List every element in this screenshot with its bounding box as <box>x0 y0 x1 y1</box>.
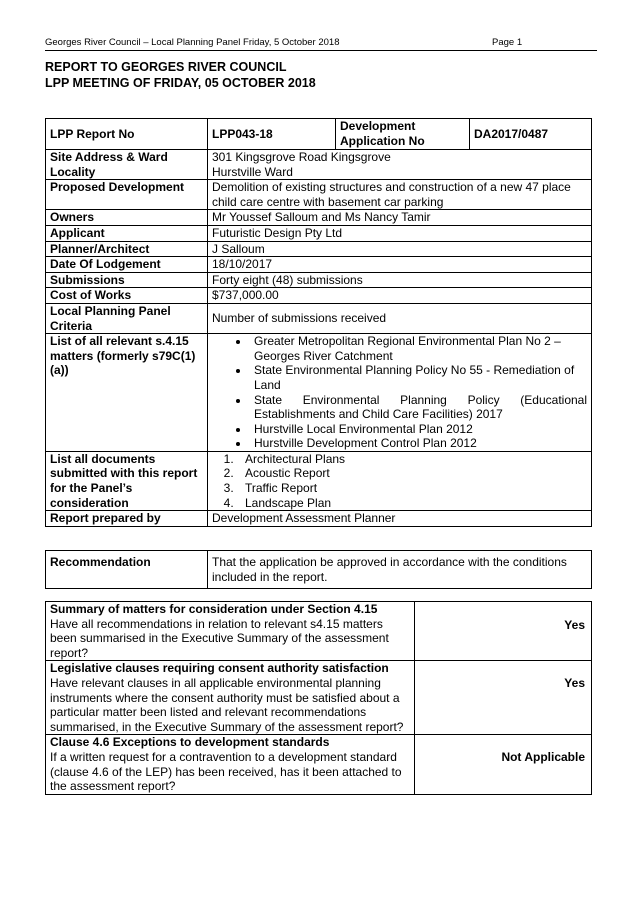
summary-table <box>45 601 592 795</box>
list-item: 3. Traffic Report <box>237 481 587 496</box>
planner-row <box>46 241 592 257</box>
list-item: • Greater Metropolitan Regional Environmental Plan No 2 – Georges River Catchment <box>250 334 587 363</box>
recommendation-text: That the application be approved in accordance with the conditions included in the report. <box>208 551 592 589</box>
prepared-label: Report prepared by <box>46 511 208 527</box>
summary-heading: Summary of matters for consideration under Section 4.15 <box>50 602 378 616</box>
proposed-row <box>46 180 592 210</box>
applicant-label: Applicant <box>46 225 208 241</box>
documents-label: List all documents submitted with this report for the Panel’s consideration <box>46 451 208 510</box>
planner-label: Planner/Architect <box>46 241 208 257</box>
list-item: 4. Landscape Plan <box>237 496 587 511</box>
summary-answer: Yes <box>415 661 592 735</box>
title-line-2: LPP MEETING OF FRIDAY, 05 OCTOBER 2018 <box>45 75 316 90</box>
recommendation-row <box>46 551 592 589</box>
cost-label: Cost of Works <box>46 288 208 304</box>
summary-question: If a written request for a contravention to a development standard (clause 4.6 of the LEP) has been received, has it been attached to the assessment report? <box>50 749 402 794</box>
owners-label: Owners <box>46 210 208 226</box>
summary-heading: Clause 4.6 Exceptions to development standards <box>50 735 330 750</box>
matters-list <box>212 334 587 451</box>
lodgement-label: Date Of Lodgement <box>46 257 208 273</box>
owners-row <box>46 210 592 226</box>
list-item: 2. Acoustic Report <box>237 466 587 481</box>
summary-answer: Not Applicable <box>415 735 592 794</box>
documents-value <box>208 451 592 510</box>
summary-row-4-15 <box>46 602 592 661</box>
summary-question: Have all recommendations in relation to relevant s4.15 matters been summarised in the Executive Summary of the assessment report? <box>50 616 389 660</box>
cost-value: $737,000.00 <box>208 288 592 304</box>
list-item: • Hurstville Development Control Plan 2012 <box>250 436 587 451</box>
summary-question-cell <box>46 661 415 735</box>
criteria-row <box>46 303 592 333</box>
matters-value <box>208 334 592 452</box>
list-item: • Hurstville Local Environmental Plan 2012 <box>250 422 587 437</box>
summary-question-cell <box>46 735 415 794</box>
proposed-value: Demolition of existing structures and construction of a new 47 place child care centre with basement car parking <box>208 180 592 210</box>
summary-question-cell <box>46 602 415 661</box>
report-title <box>45 60 316 91</box>
list-item: 1. Architectural Plans <box>237 452 587 467</box>
report-no-row <box>46 119 592 150</box>
recommendation-label: Recommendation <box>46 551 208 589</box>
cost-row <box>46 288 592 304</box>
page-number: Page 1 <box>492 37 523 48</box>
summary-question: Have relevant clauses in all applicable environmental planning instruments where the consent authority must be satisfied about a particular matter been listed and relevant recommendations summarised, in the Executive Summary of the assessment report? <box>50 675 404 734</box>
site-label: Site Address & Ward Locality <box>46 150 208 180</box>
matters-label: List of all relevant s.4.15 matters (formerly s79C(1)(a)) <box>46 334 208 452</box>
criteria-value: Number of submissions received <box>208 303 592 333</box>
planner-value: J Salloum <box>208 241 592 257</box>
prepared-row <box>46 511 592 527</box>
da-value: DA2017/0487 <box>470 119 592 150</box>
prepared-value: Development Assessment Planner <box>208 511 592 527</box>
matters-row <box>46 334 592 452</box>
owners-value: Mr Youssef Salloum and Ms Nancy Tamir <box>208 210 592 226</box>
submissions-value: Forty eight (48) submissions <box>208 272 592 288</box>
recommendation-table <box>45 550 592 589</box>
documents-list <box>212 452 587 510</box>
criteria-label: Local Planning Panel Criteria <box>46 303 208 333</box>
site-line-1: 301 Kingsgrove Road Kingsgrove <box>212 150 391 164</box>
submissions-row <box>46 272 592 288</box>
list-item: • State Environmental Planning Policy (Educational Establishments and Child Care Facilities) 2017 <box>250 393 587 422</box>
summary-row-clauses <box>46 661 592 735</box>
summary-heading: Legislative clauses requiring consent authority satisfaction <box>50 661 389 676</box>
report-info-table <box>45 118 592 527</box>
title-line-1: REPORT TO GEORGES RIVER COUNCIL <box>45 60 287 74</box>
documents-row <box>46 451 592 510</box>
applicant-value: Futuristic Design Pty Ltd <box>208 225 592 241</box>
list-item: • State Environmental Planning Policy No 55 - Remediation of Land <box>250 363 587 392</box>
proposed-label: Proposed Development <box>46 180 208 210</box>
da-label: Development Application No <box>336 119 470 150</box>
submissions-label: Submissions <box>46 272 208 288</box>
report-no-label: LPP Report No <box>46 119 208 150</box>
header-text: Georges River Council – Local Planning Panel Friday, 5 October 2018 <box>45 37 340 48</box>
site-row <box>46 150 592 180</box>
site-value <box>208 150 592 180</box>
site-line-2: Hurstville Ward <box>212 164 293 179</box>
applicant-row <box>46 225 592 241</box>
summary-row-4-6 <box>46 735 592 794</box>
lodgement-value: 18/10/2017 <box>208 257 592 273</box>
summary-answer: Yes <box>415 602 592 661</box>
lodgement-row <box>46 257 592 273</box>
page-header <box>45 37 597 51</box>
report-no-value: LPP043-18 <box>208 119 336 150</box>
